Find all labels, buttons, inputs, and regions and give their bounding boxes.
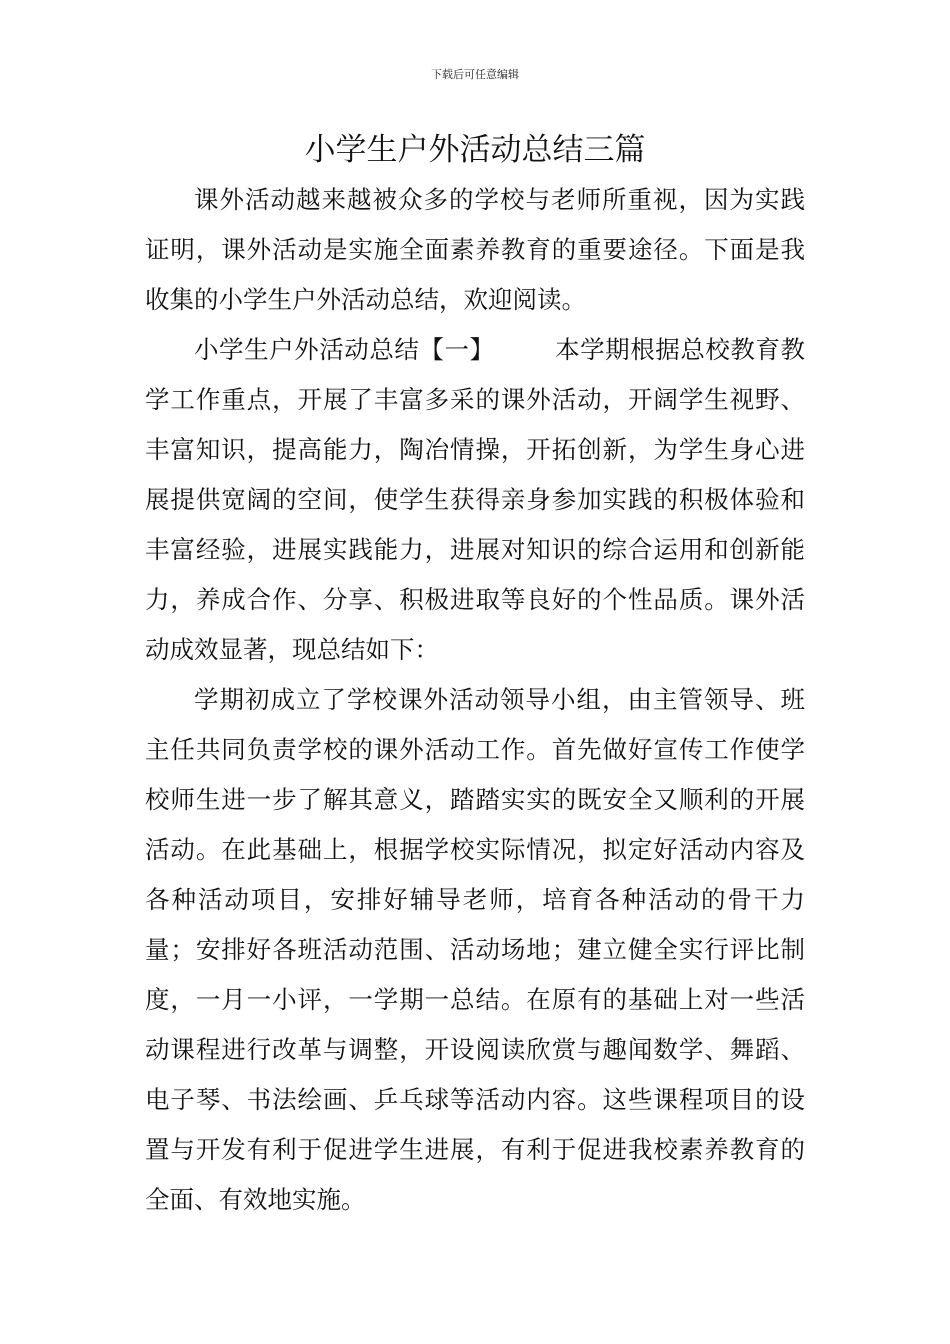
section-one-paragraph	[145, 325, 805, 675]
section-one-body: 本学期根据总校教育教学工作重点，开展了丰富多采的课外活动，开阔学生视野、丰富知识，提高能力，陶冶情操，开拓创新，为学生身心进展提供宽阔的空间，使学生获得亲身参加实践的积极体验和丰富经验，进展实践能力，进展对知识的综合运用和创新能力，养成合作、分享、积极进取等良好的个性品质。课外活动成效显著，现总结如下：	[145, 335, 806, 664]
section-one-heading: 小学生户外活动总结【一】	[194, 335, 495, 364]
document-title: 小学生户外活动总结三篇	[304, 132, 646, 168]
intro-paragraph: 课外活动越来越被众多的学校与老师所重视，因为实践证明，课外活动是实施全面素养教育的重要途径。下面是我收集的小学生户外活动总结，欢迎阅读。	[145, 185, 805, 314]
document-body	[145, 175, 805, 1225]
activity-group-paragraph: 学期初成立了学校课外活动领导小组，由主管领导、班主任共同负责学校的课外活动工作。首先做好宣传工作使学校师生进一步了解其意义，踏踏实实的既安全又顺利的开展活动。在此基础上，根据学校实际情况，拟定好活动内容及各种活动项目，安排好辅导老师，培育各种活动的骨干力量；安排好各班活动范围、活动场地；建立健全实行评比制度，一月一小评，一学期一总结。在原有的基础上对一些活动课程进行改革与调整，开设阅读欣赏与趣闻数学、舞蹈、电子琴、书法绘画、乒乓球等活动内容。这些课程项目的设置与开发有利于促进学生进展，有利于促进我校素养教育的全面、有效地实施。	[145, 685, 805, 1214]
header-note: 下载后可任意编辑	[431, 68, 519, 81]
